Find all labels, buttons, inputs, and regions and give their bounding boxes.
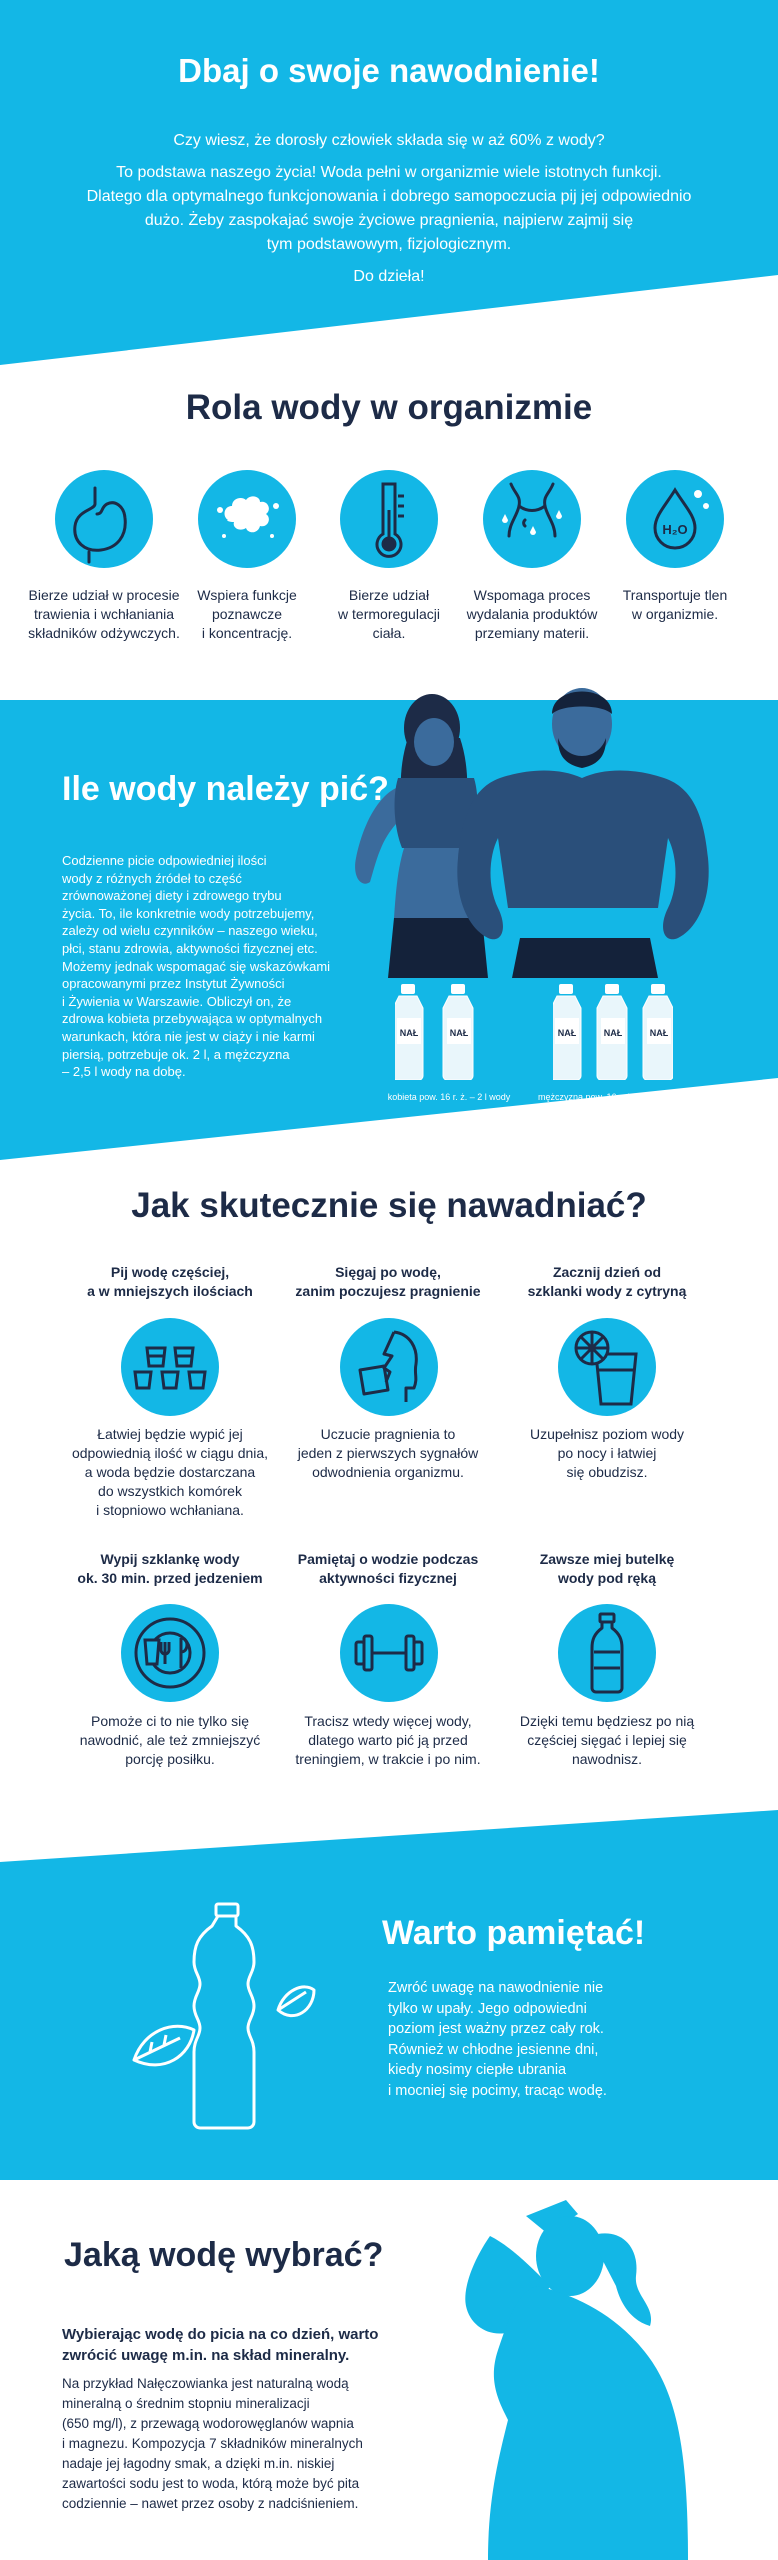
hero-line-3: Dlatego dla optymalnego funkcjonowania i dobrego samopoczucia pij jej odpowiednio bbox=[86, 188, 692, 205]
drop-label: H₂O bbox=[662, 522, 688, 537]
bottle-3 bbox=[553, 984, 581, 1080]
tip-2-text: Uczucie pragnienia to jeden z pierwszych sygnałów odwodnienia organizmu. bbox=[297, 1426, 479, 1480]
man-caption: mężczyzna pow. 16 r. ż. – 2,5 l wody bbox=[537, 1092, 685, 1102]
bottle-4 bbox=[597, 984, 627, 1080]
svg-text:NAŁ: NAŁ bbox=[399, 1028, 419, 1038]
lemon-glass-icon bbox=[558, 1318, 656, 1416]
choose-title: Jaką wodę wybrać? bbox=[64, 2236, 384, 2274]
brain-icon bbox=[198, 470, 296, 568]
stomach-icon bbox=[55, 470, 153, 568]
hero-line-4: dużo. Żeby zaspokajać swoje życiowe pragnienia, najpierw zajmij się bbox=[144, 212, 634, 229]
svg-text:NAŁ: NAŁ bbox=[449, 1028, 469, 1038]
hero-line-2: To podstawa naszego życia! Woda pełni w organizmie wiele istotnych funkcji. bbox=[116, 164, 662, 181]
bottle-leaves-illustration bbox=[120, 1900, 320, 2140]
role-title: Rola wody w organizmie bbox=[185, 388, 593, 427]
plate-glass-icon bbox=[121, 1604, 219, 1702]
glasses-icon bbox=[121, 1318, 219, 1416]
tip-6-text: Dzięki temu będziesz po nią częściej sięgać i lepiej się nawodnisz. bbox=[519, 1713, 695, 1767]
tip-1-text: Łatwiej będzie wypić jej odpowiednią ilość w ciągu dnia, a woda będzie dostarczana do wszystkich komórek i stopniowo wchłaniana. bbox=[71, 1426, 269, 1518]
remember-text: Zwróć uwagę na nawodnienie nie tylko w upały. Jego odpowiedni poziom jest ważny przez cały rok. Również w chłodne jesienne dni, kiedy nosimy ciepłe ubrania i mocniej się pocimy, tracąc wodę. bbox=[388, 1980, 607, 2099]
hero-cta: Do dzieła! bbox=[353, 268, 425, 285]
tip-4-text: Pomoże ci to nie tylko się nawodnić, ale też zmniejszyć porcję posiłku. bbox=[79, 1713, 261, 1767]
drinking-face-icon bbox=[340, 1318, 438, 1416]
how-much-text: Codzienne picie odpowiedniej ilości wody z różnych źródeł to część zrównoważonej diety i zdrowego trybu życia. To, ile konkretnie wody potrzebujemy, zależy od wielu czynników – naszego wieku, płci, stanu zdrowia, aktywności fizycznej etc. Możemy jednak wspomagać się wskazówkami opracowanymi przez Instytut Żywności i Żywienia w Warszawie. Obliczył on, że zdrowa kobieta przebywająca w optymalnych warunkach, która nie jest w ciąży i nie karmi piersią, potrzebuje ok. 2 l, a mężczyzna – 2,5 l wody na dobę. bbox=[62, 853, 331, 1080]
woman-caption: kobieta pow. 16 r. ż. – 2 l wody bbox=[387, 1092, 511, 1102]
tip-1-heading: Pij wodę częściej, a w mniejszych ilościach bbox=[87, 1264, 253, 1299]
tip-3-heading: Zacznij dzień od szklanki wody z cytryną bbox=[527, 1264, 687, 1299]
bottle-1 bbox=[395, 984, 423, 1080]
tip-5-heading: Pamiętaj o wodzie podczas aktywności fizycznej bbox=[297, 1551, 479, 1586]
choose-text: Na przykład Nałęczowianka jest naturalną wodą mineralną o średnim stopniu mineralizacji (650 mg/l), z przewagą wodorowęglanów wapnia i magnezu. Kompozycja 7 składników mineralnych nadaje jej łagodny smak, a dzięki m.in. niskiej zawartości sodu jest to woda, którą może być pita codziennie – nawet przez osoby z nadciśnieniem. bbox=[62, 2376, 363, 2511]
remember-title: Warto pamiętać! bbox=[382, 1914, 646, 1952]
hero-title: Dbaj o swoje nawodnienie! bbox=[178, 52, 600, 89]
people-photo bbox=[300, 668, 778, 978]
svg-text:NAŁ: NAŁ bbox=[649, 1028, 669, 1038]
body-icon bbox=[483, 470, 581, 568]
svg-text:NAŁ: NAŁ bbox=[603, 1028, 623, 1038]
hero-line-5: tym podstawowym, fizjologicznym. bbox=[266, 236, 512, 253]
tip-6-heading: Zawsze miej butelkę wody pod ręką bbox=[539, 1551, 675, 1586]
role-caption-3: Bierze udział w termoregulacji ciała. bbox=[338, 587, 440, 641]
role-caption-5: Transportuje tlen w organizmie. bbox=[622, 587, 728, 622]
svg-text:NAŁ: NAŁ bbox=[557, 1028, 577, 1038]
bottle-5 bbox=[643, 984, 673, 1080]
role-caption-4: Wspomaga proces wydalania produktów przemiany materii. bbox=[466, 587, 598, 641]
how-much-title: Ile wody należy pić? bbox=[62, 770, 389, 808]
woman-bottles bbox=[395, 984, 485, 1080]
effective-title: Jak skutecznie się nawadniać? bbox=[131, 1186, 647, 1225]
tip-5-text: Tracisz wtedy więcej wody, dlatego warto pić ją przed treningiem, w trakcie i po nim. bbox=[295, 1713, 481, 1767]
water-drop-icon bbox=[626, 470, 724, 568]
man-bottles bbox=[553, 984, 673, 1080]
tip-2-heading: Sięgaj po wodę, zanim poczujesz pragnienie bbox=[295, 1264, 481, 1299]
tip-3-text: Uzupełnisz poziom wody po nocy i łatwiej się obudzisz. bbox=[529, 1426, 685, 1480]
hero-line-1: Czy wiesz, że dorosły człowiek składa się w aż 60% z wody? bbox=[173, 132, 605, 149]
bottle-icon bbox=[558, 1604, 656, 1702]
role-caption-2: Wspiera funkcje poznawcze i koncentrację. bbox=[197, 587, 297, 641]
runner-drinking-silhouette bbox=[430, 2196, 778, 2560]
dumbbell-icon bbox=[340, 1604, 438, 1702]
bottle-2 bbox=[443, 984, 473, 1080]
thermometer-icon bbox=[340, 470, 438, 568]
tip-4-heading: Wypij szklankę wody ok. 30 min. przed jedzeniem bbox=[77, 1551, 263, 1586]
role-caption-1: Bierze udział w procesie trawienia i wchłaniania składników odżywczych. bbox=[28, 587, 180, 641]
choose-lead: Wybierając wodę do picia na co dzień, warto zwrócić uwagę m.in. na skład mineralny. bbox=[62, 2326, 379, 2364]
